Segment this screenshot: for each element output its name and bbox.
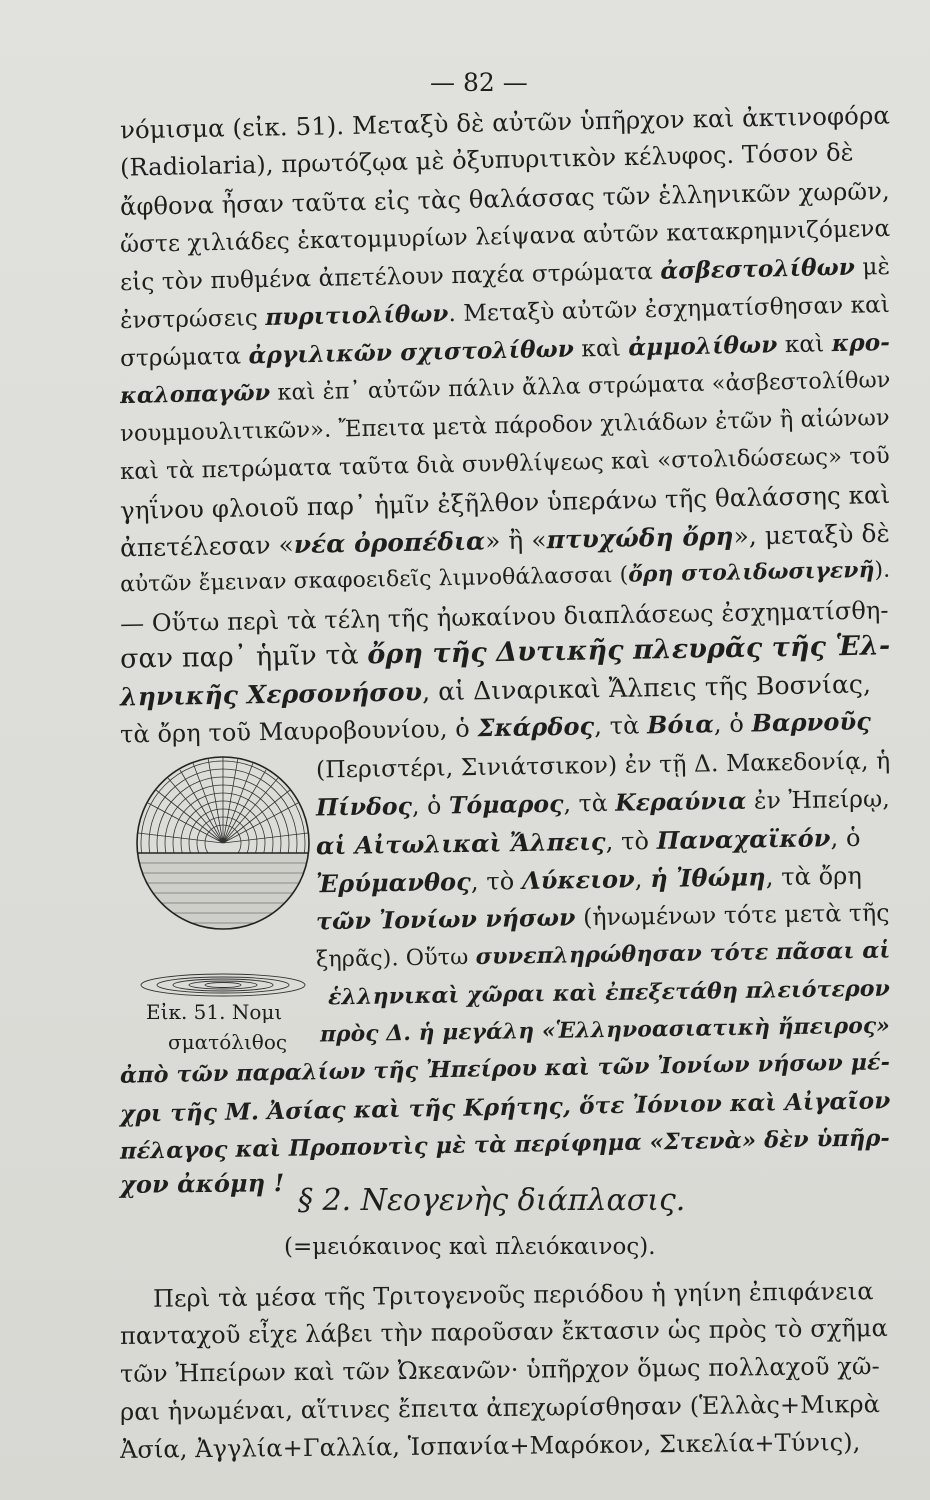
text-line: ραι ἡνωμέναι, αἵτινες ἔπειτα ἀπεχωρίσθησαν (Ἑλλὰς+Μικρὰ — [119, 1390, 881, 1426]
text-line: γηΐνου φλοιοῦ παρ᾽ ἡμῖν ἐξῆλθον ὑπεράνω τῆς θαλάσσης καὶ — [119, 479, 891, 526]
text-line: (Περιστέρι, Σινιάτσικον) ἐν τῇ Δ. Μακεδονίᾳ, ἡ — [315, 746, 891, 784]
text-line: πρὸς Δ. ἡ μεγάλη «Ἑλληνοασιατικὴ ἤπειρος» — [319, 1013, 891, 1048]
text-line: καὶ τὰ πετρώματα ταῦτα διὰ συνθλίψεως καὶ «στολιδώσεως» τοῦ — [119, 442, 890, 486]
text-line: Πίνδος, ὁ Τόμαρος, τὰ Κεραύνια ἐν Ἠπείρῳ, — [315, 784, 891, 822]
text-line: αὐτῶν ἔμειναν σκαφοειδεῖς λιμνοθάλασσαι (ὄρη στολιδωσιγενῆ). — [119, 556, 891, 598]
text-line: στρώματα ἀργιλικῶν σχιστολίθων καὶ ἀμμολίθων καὶ κρο- — [119, 328, 891, 373]
figure-caption-line: σματόλιθος — [168, 1030, 288, 1054]
text-line: Ἀσία, Ἀγγλία+Γαλλία, Ἱσπανία+Μαρόκον, Σικελία+Τύνις), — [119, 1428, 861, 1464]
text-line: χρι τῆς Μ. Ἀσίας καὶ τῆς Κρήτης, ὅτε Ἰόνιον καὶ Αἰγαῖον — [119, 1087, 891, 1128]
section-subheading: (=μειόκαινος καὶ πλειόκαινος). — [284, 1234, 656, 1260]
page-number: — 82 — — [430, 68, 528, 97]
text-line: (Radiolaria), πρωτόζῳα μὲ ὀξυπυριτικὸν κέλυφος. Τόσον δὲ — [119, 138, 854, 182]
text-line: τῶν Ἠπείρων καὶ τῶν Ὠκεανῶν· ὑπῆρχον ὅμως πολλαχοῦ χῶ- — [119, 1352, 880, 1388]
text-line: εἰς τὸν πυθμένα ἀπετέλουν παχέα στρώματα ἀσβεστολίθων μὲ — [119, 253, 891, 297]
nummulite-figure — [128, 728, 318, 1028]
text-line: τὰ ὄρη τοῦ Μαυροβουνίου, ὁ Σκάρδος, τὰ Βόια, ὁ Βαρνοῦς — [119, 706, 872, 749]
text-line: ἀπετέλεσαν «νέα ὀροπέδια» ἢ «πτυχώδη ὄρη», μεταξὺ δὲ — [119, 518, 891, 563]
text-line: σαν παρ᾽ ἡμῖν τὰ ὄρη τῆς Δυτικῆς πλευρᾶς τῆς Ἑλ- — [119, 630, 891, 675]
text-line: αἱ Αἰτωλικαὶ Ἄλπεις, τὸ Παναχαϊκόν, ὁ — [315, 823, 861, 861]
text-line: ἐνστρώσεις πυριτιολίθων. Μεταξὺ αὐτῶν ἐσχηματίσθησαν καὶ — [119, 291, 891, 335]
text-line: Περὶ τὰ μέσα τῆς Τριτογενοῦς περιόδου ἡ γηίνη ἐπιφάνεια — [152, 1277, 874, 1313]
text-line: ἑλληνικαὶ χῶραι καὶ ἐπεξετάθη πλειότερον — [327, 975, 891, 1011]
section-heading: § 2. Νεογενὴς διάπλασις. — [298, 1183, 686, 1218]
text-line: ξηρᾶς). Οὕτω συνεπληρώθησαν τότε πᾶσαι αἱ — [315, 937, 891, 973]
text-line: χον ἀκόμη ! — [119, 1168, 285, 1199]
text-line: τῶν Ἰονίων νήσων (ἡνωμένων τότε μετὰ τῆς — [315, 898, 890, 936]
text-line: ληνικῆς Χερσονήσου, αἱ Διναρικαὶ Ἄλπεις τῆς Βοσνίας, — [119, 669, 872, 712]
text-line: Ἐρύμανθος, τὸ Λύκειον, ἡ Ἰθώμη, τὰ ὄρη — [315, 861, 863, 899]
text-line: ὥστε χιλιάδες ἑκατομμυρίων λείψανα αὐτῶν κατακρημνιζόμενα — [119, 214, 891, 259]
text-line: νουμμουλιτικῶν». Ἔπειτα μετὰ πάροδον χιλιάδων ἐτῶν ἢ αἰώνων — [119, 404, 891, 448]
text-line: καλοπαγῶν καὶ ἐπ᾽ αὐτῶν πάλιν ἄλλα στρώματα «ἀσβεστολίθων — [119, 366, 891, 410]
text-line: ἀπὸ τῶν παραλίων τῆς Ἠπείρου καὶ τῶν Ἰονίων νήσων μέ- — [119, 1049, 891, 1089]
text-line: πανταχοῦ εἶχε λάβει τὴν παροῦσαν ἔκτασιν ὡς πρὸς τὸ σχῆμα — [119, 1313, 889, 1351]
figure-caption-line: Εἰκ. 51. Νομι — [146, 1000, 283, 1024]
text-line: — Οὕτω περὶ τὰ τέλη τῆς ἠωκαίνου διαπλάσεως ἐσχηματίσθη- — [119, 596, 889, 638]
text-line: πέλαγος καὶ Προποντὶς μὲ τὰ περίφημα «Στενὰ» δὲν ὑπῆρ- — [119, 1125, 891, 1165]
text-line: νόμισμα (εἰκ. 51). Μεταξὺ δὲ αὐτῶν ὑπῆρχον καὶ ἀκτινοφόρα — [119, 100, 891, 145]
text-line: ἄφθονα ἦσαν ταῦτα εἰς τὰς θαλάσσας τῶν ἑλληνικῶν χωρῶν, — [119, 176, 891, 222]
